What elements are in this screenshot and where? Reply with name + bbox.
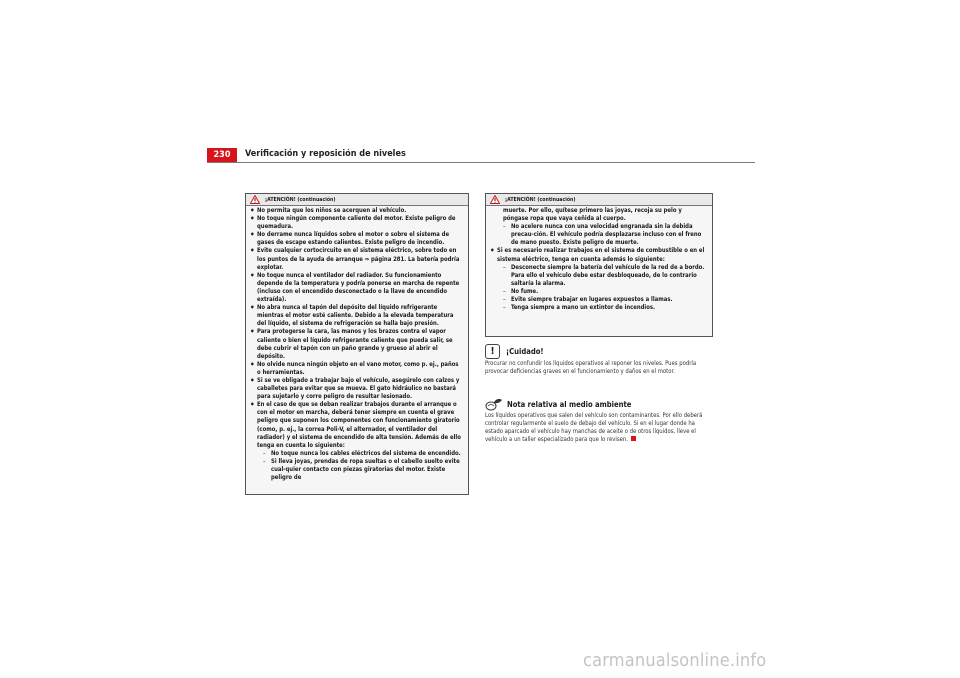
- warning-body: [486, 206, 712, 312]
- environment-paragraph: Los líquidos operativos que salen del vehículo son contaminantes. Por ello deberá controlar regularmente el suelo de debajo del vehículo. Si en el lugar donde ha estado aparcado el vehículo hay manchas de aceite o de otros líquidos, lleve el vehículo a un taller especializado para que lo revisen.: [485, 413, 703, 444]
- warning-triangle-icon: [490, 195, 500, 204]
- bullet-text: Evite cualquier cortocircuito en el sistema eléctrico, sobre todo en los puntos de la ayuda de arranque ⇒ página 281. La batería podría explotar.: [257, 248, 460, 271]
- dash-item: – No acelere nunca con una velocidad engranada sin la debida precau-ción. El vehículo podría desplazarse incluso con el freno de mano puesto. Existe peligro de muerte.: [490, 223, 708, 247]
- page-title: Verificación y reposición de niveles: [245, 149, 406, 159]
- dash-item: – No fume.: [503, 288, 539, 295]
- dash-text: Desconecte siempre la batería del vehículo de la red de a bordo. Para ello el vehículo debe estar desbloqueado, de lo contrario saltaría la alarma.: [511, 264, 705, 287]
- dash-item: – Desconecte siempre la batería del vehículo de la red de a bordo. Para ello el vehículo debe estar desbloqueado, de lo contrario saltaría la alarma.: [490, 264, 708, 288]
- bullet-text: No abra nunca el tapón del depósito del líquido refrigerante mientras el motor esté caliente. Debido a la elevada temperatura del líquido, el sistema de refrigeración se halla bajo presión.: [257, 305, 454, 328]
- bullet-item: • Para protegerse la cara, las manos y los brazos contra el vapor caliente o bien el líquido refrigerante caliente que pueda salir, se debe cubrir el tapón con un paño grande y grueso al abrir el depósito.: [250, 328, 464, 360]
- watermark: carmanualsonline.info: [583, 650, 767, 671]
- warning-body: [246, 206, 468, 482]
- warning-header: [486, 194, 712, 206]
- caution-heading: [485, 342, 711, 360]
- page-number: 230: [207, 148, 237, 162]
- dash-text: Evite siempre trabajar en lugares expuestos a llamas.: [511, 297, 673, 304]
- bullet-item: • Si se ve obligado a trabajar bajo el vehículo, asegúrelo con calzos y caballetes para evitar que se mueva. El gato hidráulico no bastará para sujetarlo y corre peligro de resultar lesionado.: [250, 377, 464, 401]
- warning-title: ¡ATENCIÓN! (continuación): [265, 196, 336, 203]
- warning-triangle-icon: [250, 195, 260, 204]
- warning-header: [246, 194, 468, 206]
- bullet-text: No toque ningún componente caliente del motor. Existe peligro de quemadura.: [257, 216, 456, 231]
- bullet-item: • No olvide nunca ningún objeto en el vano motor, como p. ej., paños o herramientas.: [250, 361, 464, 377]
- bullet-text: No derrame nunca líquidos sobre el motor o sobre el sistema de gases de escape estando calientes. Existe peligro de incendio.: [257, 232, 450, 247]
- bullet-item: • No toque ningún componente caliente del motor. Existe peligro de quemadura.: [250, 215, 464, 231]
- dash-text: Tenga siempre a mano un extintor de incendios.: [511, 305, 656, 312]
- bullet-item: • En el caso de que se deban realizar trabajos durante el arranque o con el motor en marcha, deberá tener siempre en cuenta el grave peligro que suponen los componentes con funcionamiento giratorio (como, p. ej., la correa Poli-V, el alternador, el ventilador del radiador) y el sistema de encendido de alta tensión. Además de ello tenga en cuenta lo siguiente:: [250, 401, 464, 450]
- dash-text: No fume.: [511, 288, 539, 295]
- end-of-section-marker: [631, 436, 636, 441]
- environment-heading: [485, 396, 711, 412]
- bullet-text: En el caso de que se deban realizar trabajos durante el arranque o con el motor en marcha, deberá tener siempre en cuenta el grave peligro que suponen los componentes con funcionamiento giratorio (como, p. ej., la correa Poli-V, el alternador, el ventilador del radiador) y el sistema de encendido de alta tensión. Además de ello tenga en cuenta lo siguiente:: [257, 402, 461, 449]
- bullet-item: • No toque nunca el ventilador del radiador. Su funcionamiento depende de la temperatura y podría ponerse en marcha de repente (incluso con el encendido desconectado o la llave de encendido extraída).: [250, 272, 464, 304]
- environment-title: Nota relativa al medio ambiente: [507, 399, 632, 409]
- bullet-item: • Si es necesario realizar trabajos en el sistema de combustible o en el sistema eléctrico, tenga en cuenta además lo siguiente:: [490, 247, 708, 263]
- dash-item: – Evite siempre trabajar en lugares expuestos a llamas.: [503, 297, 673, 304]
- warning-title: ¡ATENCIÓN! (continuación): [505, 196, 576, 203]
- bullet-item: • Evite cualquier cortocircuito en el sistema eléctrico, sobre todo en los puntos de la ayuda de arranque ⇒ página 281. La batería podría explotar.: [250, 247, 464, 271]
- environment-text: [485, 412, 711, 444]
- continued-text: muerte. Por ello, quítese primero las joyas, recoja su pelo y póngase ropa que vaya ceñida al cuerpo.: [503, 208, 682, 223]
- warning-box-right: [485, 193, 713, 337]
- bullet-item: • No derrame nunca líquidos sobre el motor o sobre el sistema de gases de escape estando calientes. Existe peligro de incendio.: [250, 231, 464, 247]
- dash-item: – No toque nunca los cables eléctricos del sistema de encendido.: [263, 450, 461, 457]
- bullet-text: No permita que los niños se acerquen al vehículo.: [257, 208, 407, 214]
- bullet-text: Si es necesario realizar trabajos en el sistema de combustible o en el sistema eléctrico, tenga en cuenta además lo siguiente:: [497, 248, 705, 263]
- bullet-text: Si se ve obligado a trabajar bajo el vehículo, asegúrelo con calzos y caballetes para evitar que se mueva. El gato hidráulico no bastará para sujetarlo y corre peligro de resultar lesionado.: [257, 377, 460, 401]
- dash-item: – Tenga siempre a mano un extintor de incendios.: [503, 305, 656, 312]
- header-divider: [207, 162, 755, 163]
- bullet-text: No olvide nunca ningún objeto en el vano motor, como p. ej., paños o herramientas.: [257, 361, 459, 376]
- bullet-item: • No abra nunca el tapón del depósito del líquido refrigerante mientras el motor esté caliente. Debido a la elevada temperatura del líquido, el sistema de refrigeración se halla bajo presión.: [250, 304, 464, 328]
- dash-item: – Si lleva joyas, prendas de ropa sueltas o el cabello suelto evite cual-quier contacto con piezas giratorias del motor. Existe peligro de: [250, 458, 464, 482]
- bullet-text: Para protegerse la cara, las manos y los brazos contra el vapor caliente o bien el líquido refrigerante caliente que pueda salir, se debe cubrir el tapón con un paño grande y grueso al abrir el depósito.: [257, 329, 453, 360]
- exclamation-icon: !: [485, 344, 500, 359]
- bullet-text: No toque nunca el ventilador del radiador. Su funcionamiento depende de la temperatura y podría ponerse en marcha de repente (incluso con el encendido desconectado o la llave de encendido extraída).: [257, 272, 460, 304]
- bullet-item: • No permita que los niños se acerquen al vehículo.: [250, 206, 407, 215]
- environment-icon: [485, 397, 503, 411]
- dash-text: No toque nunca los cables eléctricos del sistema de encendido.: [271, 450, 461, 457]
- dash-text: Si lleva joyas, prendas de ropa sueltas o el cabello suelto evite cual-quier contacto con piezas giratorias del motor. Existe peligro de: [271, 458, 460, 482]
- caution-title: ¡Cuidado!: [506, 346, 544, 356]
- dash-text: No acelere nunca con una velocidad engranada sin la debida precau-ción. El vehículo podría desplazarse incluso con el freno de mano puesto. Existe peligro de muerte.: [511, 224, 702, 247]
- caution-text: Procurar no confundir los líquidos operativos al reponer los niveles. Pues podría provocar deficiencias graves en el funcionamiento y daños en el motor.: [485, 361, 697, 376]
- warning-box-left: [245, 193, 469, 495]
